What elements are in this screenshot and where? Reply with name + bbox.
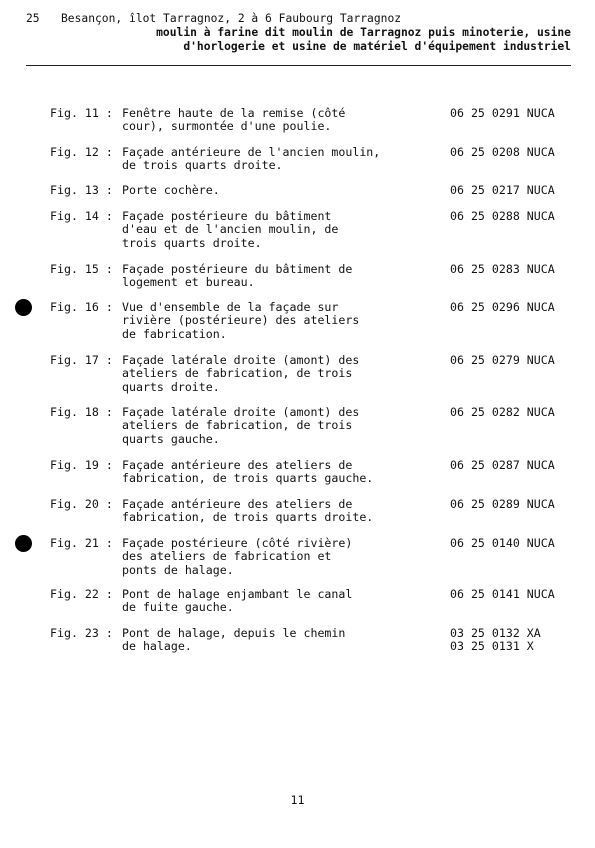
photo-reference bbox=[450, 263, 570, 276]
location-line: Besançon, îlot Tarragnoz, 2 à 6 Faubourg Tarragnoz bbox=[61, 12, 402, 25]
figure-label: Fig. 15 : bbox=[50, 262, 113, 276]
caption-line: Fenêtre haute de la remise (côté bbox=[122, 106, 346, 120]
caption-line: ateliers de fabrication, de trois bbox=[122, 366, 353, 381]
reference-code: 06 25 0291 NUCA bbox=[450, 106, 555, 120]
reference-code: 06 25 0208 NUCA bbox=[450, 145, 555, 159]
caption-line: de trois quarts droite. bbox=[122, 158, 283, 173]
figure-label: Fig. 12 : bbox=[50, 145, 113, 159]
caption-line: quarts gauche. bbox=[122, 431, 220, 446]
caption-line: Façade postérieure (côté rivière) bbox=[122, 536, 353, 550]
figure-caption bbox=[122, 498, 402, 525]
bullet-marker-icon bbox=[15, 535, 32, 552]
caption-line: rivière (postérieure) des ateliers bbox=[122, 313, 360, 328]
figure-caption bbox=[122, 210, 402, 250]
reference-code: 06 25 0282 NUCA bbox=[450, 405, 555, 419]
figure-caption bbox=[122, 406, 402, 446]
bullet-marker-icon bbox=[15, 299, 32, 316]
caption-line: Façade antérieure des ateliers de bbox=[122, 497, 353, 511]
caption-line: Façade latérale droite (amont) des bbox=[122, 405, 360, 419]
figure-label: Fig. 11 : bbox=[50, 106, 113, 120]
figure-label: Fig. 17 : bbox=[50, 353, 113, 367]
reference-code: 06 25 0140 NUCA bbox=[450, 536, 555, 550]
figure-caption bbox=[122, 354, 402, 394]
figure-caption bbox=[122, 301, 402, 341]
figure-caption bbox=[122, 588, 402, 615]
caption-line: des ateliers de fabrication et bbox=[122, 549, 332, 564]
figure-caption bbox=[122, 107, 402, 134]
reference-code: 03 25 0132 XA bbox=[450, 626, 541, 640]
caption-line: cour), surmontée d'une poulie. bbox=[122, 119, 332, 134]
caption-line: de fabrication. bbox=[122, 326, 227, 341]
caption-line: Façade postérieure du bâtiment de bbox=[122, 262, 353, 276]
reference-code: 06 25 0287 NUCA bbox=[450, 458, 555, 472]
caption-line: de fuite gauche. bbox=[122, 600, 234, 615]
caption-line: ponts de halage. bbox=[122, 562, 234, 577]
photo-reference bbox=[450, 498, 570, 511]
reference-code: 06 25 0141 NUCA bbox=[450, 587, 555, 601]
caption-line: de halage. bbox=[122, 639, 192, 654]
caption-line: Façade antérieure de l'ancien moulin, bbox=[122, 145, 381, 159]
photo-reference bbox=[450, 537, 570, 550]
figure-label: Fig. 13 : bbox=[50, 183, 113, 197]
photo-reference bbox=[450, 354, 570, 367]
caption-line: Façade postérieure du bâtiment bbox=[122, 209, 332, 223]
caption-line: Façade latérale droite (amont) des bbox=[122, 353, 360, 367]
caption-line: Façade antérieure des ateliers de bbox=[122, 458, 353, 472]
photo-reference bbox=[450, 146, 570, 159]
photo-reference bbox=[450, 301, 570, 314]
figure-caption bbox=[122, 184, 402, 197]
figure-label: Fig. 22 : bbox=[50, 587, 113, 601]
photo-reference bbox=[450, 588, 570, 601]
photo-reference bbox=[450, 107, 570, 120]
caption-line: trois quarts droite. bbox=[122, 235, 262, 250]
figure-caption bbox=[122, 627, 402, 654]
header-rule bbox=[26, 65, 571, 66]
figure-label: Fig. 20 : bbox=[50, 497, 113, 511]
caption-line: Pont de halage enjambant le canal bbox=[122, 587, 353, 601]
caption-line: Vue d'ensemble de la façade sur bbox=[122, 300, 339, 314]
caption-line: logement et bureau. bbox=[122, 275, 255, 290]
caption-line: Porte cochère. bbox=[122, 183, 220, 197]
reference-code: 06 25 0217 NUCA bbox=[450, 183, 555, 197]
figure-label: Fig. 21 : bbox=[50, 536, 113, 550]
figure-caption bbox=[122, 146, 402, 173]
caption-line: fabrication, de trois quarts droite. bbox=[122, 510, 374, 525]
page-number: 11 bbox=[290, 793, 305, 807]
figure-caption bbox=[122, 459, 402, 486]
figure-label: Fig. 19 : bbox=[50, 458, 113, 472]
photo-reference bbox=[450, 459, 570, 472]
figure-caption bbox=[122, 537, 402, 577]
photo-reference bbox=[450, 406, 570, 419]
figure-label: Fig. 14 : bbox=[50, 209, 113, 223]
photo-reference bbox=[450, 210, 570, 223]
caption-line: fabrication, de trois quarts gauche. bbox=[122, 471, 374, 486]
caption-line: d'eau et de l'ancien moulin, de bbox=[122, 222, 339, 237]
reference-code: 06 25 0279 NUCA bbox=[450, 353, 555, 367]
caption-line: Pont de halage, depuis le chemin bbox=[122, 626, 346, 640]
reference-code: 06 25 0283 NUCA bbox=[450, 262, 555, 276]
reference-code: 06 25 0289 NUCA bbox=[450, 497, 555, 511]
figure-caption bbox=[122, 263, 402, 290]
reference-code: 06 25 0296 NUCA bbox=[450, 300, 555, 314]
figure-label: Fig. 23 : bbox=[50, 626, 113, 640]
caption-line: ateliers de fabrication, de trois bbox=[122, 418, 353, 433]
reference-code: 03 25 0131 X bbox=[450, 639, 534, 654]
building-title-line-2: d'horlogerie et usine de matériel d'équipement industriel bbox=[183, 40, 571, 53]
photo-reference bbox=[450, 184, 570, 197]
building-title-line-1: moulin à farine dit moulin de Tarragnoz puis minoterie, usine bbox=[156, 26, 571, 39]
record-number: 25 bbox=[26, 12, 40, 25]
caption-line: quarts droite. bbox=[122, 379, 220, 394]
figure-label: Fig. 16 : bbox=[50, 300, 113, 314]
reference-code: 06 25 0288 NUCA bbox=[450, 209, 555, 223]
figure-label: Fig. 18 : bbox=[50, 405, 113, 419]
photo-reference bbox=[450, 627, 570, 654]
